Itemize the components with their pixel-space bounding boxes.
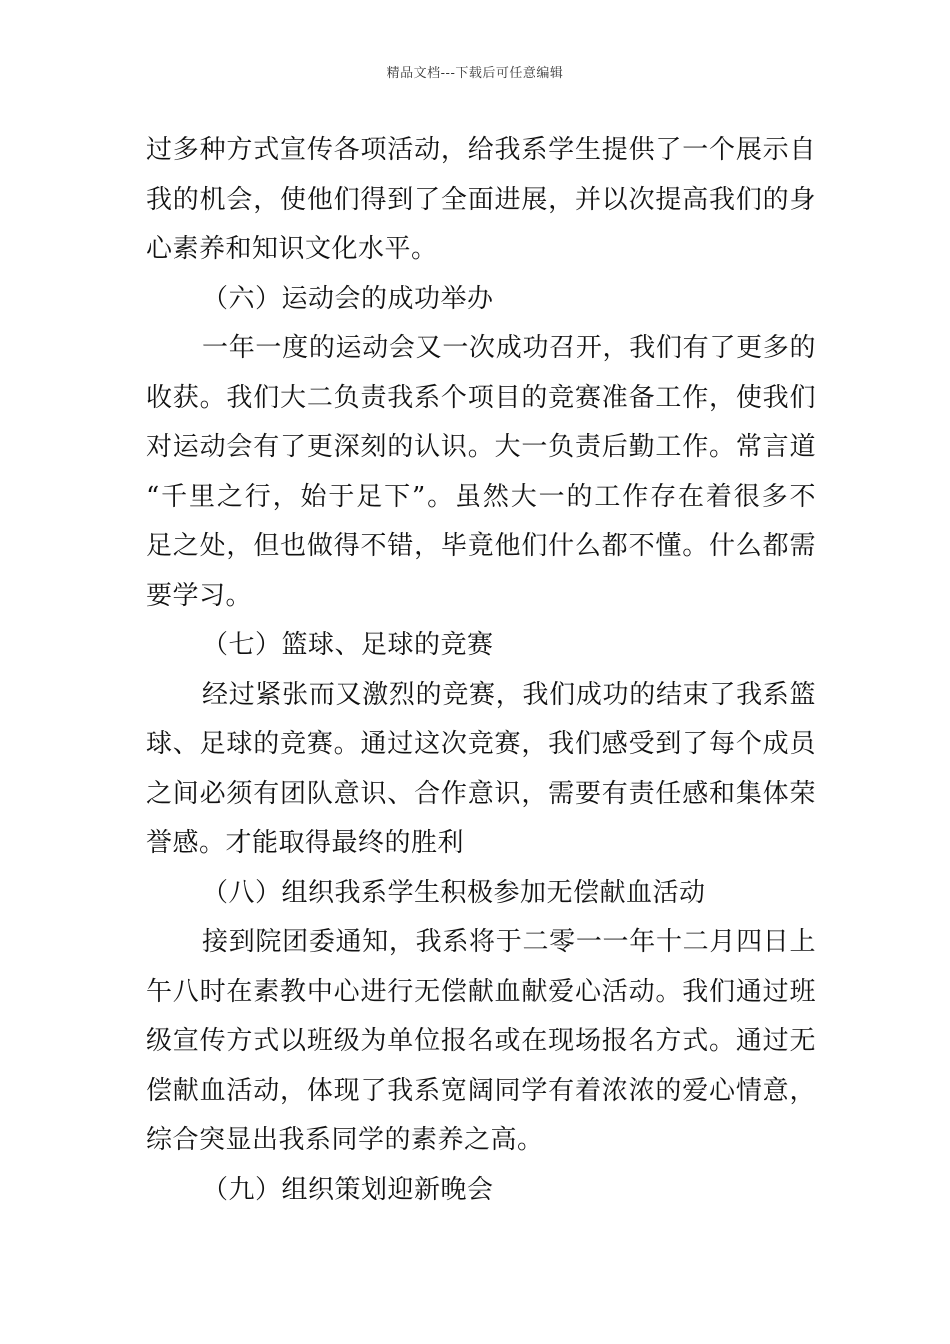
paragraph-line: 我的机会，使他们得到了全面进展，并以次提高我们的身 bbox=[146, 184, 816, 215]
paragraph-line: “千里之行，始于足下”。虽然大一的工作存在着很多不 bbox=[146, 481, 816, 512]
paragraph-line: 经过紧张而又激烈的竞赛，我们成功的结束了我系篮 bbox=[202, 679, 816, 710]
section-heading-nine: （九）组织策划迎新晚会 bbox=[202, 1174, 494, 1205]
paragraph-line: 午八时在素教中心进行无偿献血献爱心活动。我们通过班 bbox=[146, 976, 816, 1007]
paragraph-line: 之间必须有团队意识、合作意识，需要有责任感和集体荣 bbox=[146, 778, 816, 809]
paragraph-line: 要学习。 bbox=[146, 580, 253, 611]
paragraph-line: 一年一度的运动会又一次成功召开，我们有了更多的 bbox=[202, 333, 816, 363]
paragraph-line: 级宣传方式以班级为单位报名或在现场报名方式。通过无 bbox=[146, 1026, 816, 1056]
section-heading-eight: （八）组织我系学生积极参加无偿献血活动 bbox=[202, 877, 706, 908]
section-heading-seven: （七）篮球、足球的竞赛 bbox=[202, 630, 494, 660]
document-body bbox=[146, 126, 816, 1215]
paragraph-line: 偿献血活动，体现了我系宽阔同学有着浓浓的爱心情意， bbox=[146, 1075, 816, 1106]
paragraph-line: 收获。我们大二负责我系个项目的竞赛准备工作，使我们 bbox=[146, 382, 816, 413]
paragraph-line: 球、足球的竞赛。通过这次竞赛，我们感受到了每个成员 bbox=[146, 729, 816, 759]
section-heading-six: （六）运动会的成功举办 bbox=[202, 283, 494, 314]
paragraph-line: 综合突显出我系同学的素养之高。 bbox=[146, 1125, 544, 1155]
paragraph-line: 心素养和知识文化水平。 bbox=[146, 234, 438, 264]
paragraph-line: 对运动会有了更深刻的认识。大一负责后勤工作。常言道 bbox=[146, 432, 816, 462]
paragraph-line: 誉感。才能取得最终的胜利 bbox=[146, 828, 465, 858]
page-header: 精品文档---下载后可任意编辑 bbox=[386, 66, 564, 81]
paragraph-line: 足之处，但也做得不错，毕竟他们什么都不懂。什么都需 bbox=[146, 531, 816, 561]
paragraph-line: 过多种方式宣传各项活动，给我系学生提供了一个展示自 bbox=[146, 135, 816, 165]
paragraph-line: 接到院团委通知，我系将于二零一一年十二月四日上 bbox=[202, 927, 816, 957]
